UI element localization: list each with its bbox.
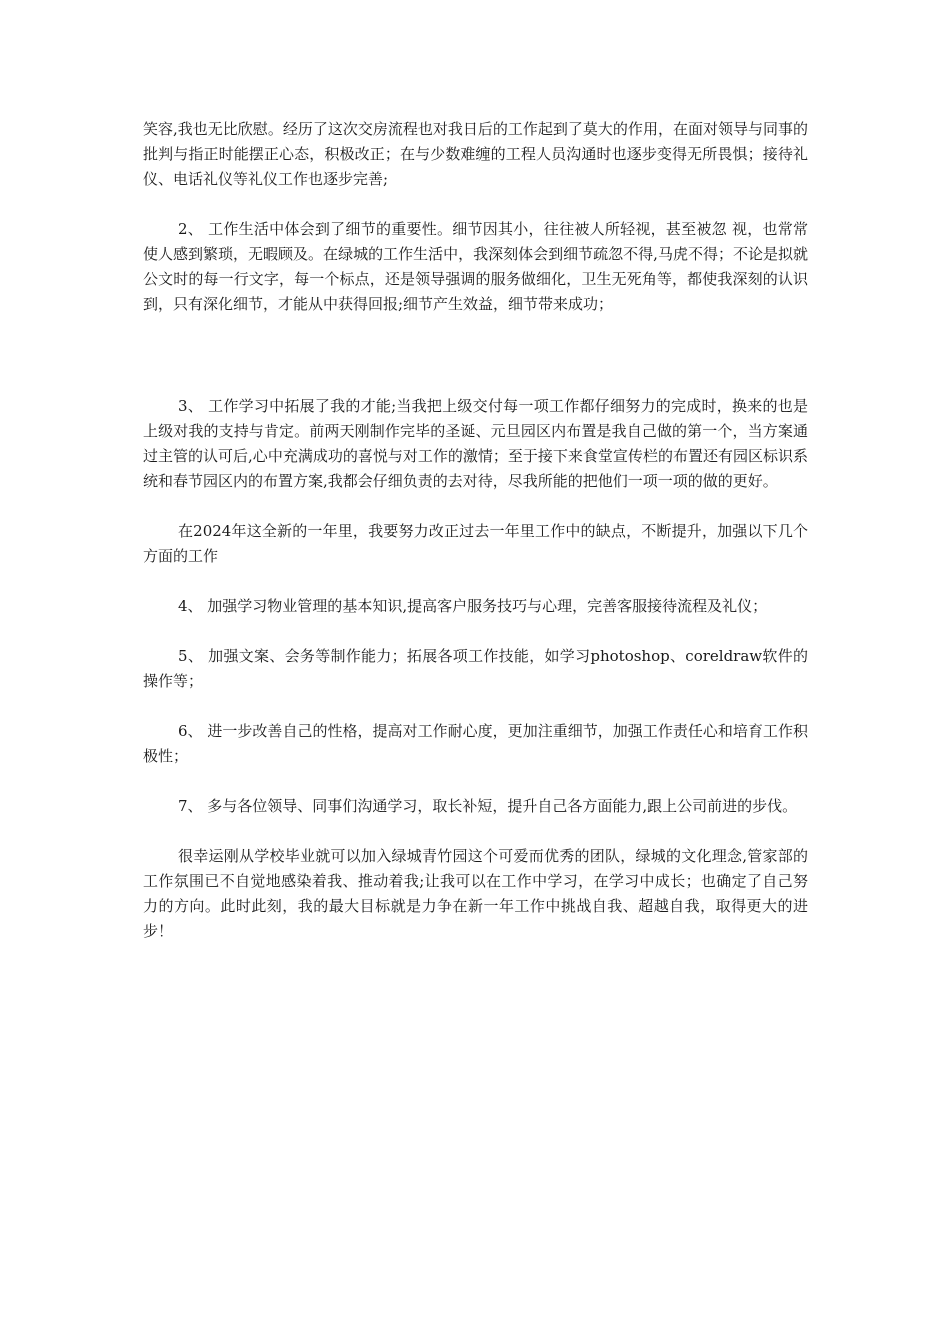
paragraph-item-5: 5、 加强文案、会务等制作能力；拓展各项工作技能，如学习photoshop、coreldraw软件的操作等；: [143, 647, 808, 690]
paragraph-gap: [143, 619, 808, 644]
paragraph-new-year-intro: 在2024年这全新的一年里，我要努力改正过去一年里工作中的缺点，不断提升，加强以下几个方面的工作: [143, 522, 808, 565]
paragraph-gap: [143, 694, 808, 719]
paragraph-gap: [143, 569, 808, 594]
paragraph-gap: [143, 769, 808, 794]
paragraph-conclusion: 很幸运刚从学校毕业就可以加入绿城青竹园这个可爱而优秀的团队，绿城的文化理念,管家部的工作氛围已不自觉地感染着我、推动着我;让我可以在工作中学习，在学习中成长；也确定了自己努力的方向。此时此刻，我的最大目标就是力争在新一年工作中挑战自我、超越自我，取得更大的进步！: [143, 847, 808, 940]
paragraph-gap: [143, 819, 808, 844]
paragraph-item-4: 4、 加强学习物业管理的基本知识,提高客户服务技巧与心理，完善客服接待流程及礼仪；: [178, 597, 768, 615]
paragraph-item-3: 3、 工作学习中拓展了我的才能;当我把上级交付每一项工作都仔细努力的完成时，换来的也是上级对我的支持与肯定。前两天刚制作完毕的圣诞、元旦园区内布置是我自己做的第一个，当方案通过主管的认可后,心中充满成功的喜悦与对工作的激情；至于接下来食堂宣传栏的布置还有园区标识系统和春节园区内的布置方案,我都会仔细负责的去对待，尽我所能的把他们一项一项的做的更好。: [143, 397, 808, 490]
document-body: [143, 117, 808, 944]
paragraph-item-6: 6、 进一步改善自己的性格，提高对工作耐心度，更加注重细节，加强工作责任心和培育工作积极性；: [143, 722, 808, 765]
paragraph-continuation: 笑容,我也无比欣慰。经历了这次交房流程也对我日后的工作起到了莫大的作用，在面对领导与同事的批判与指正时能摆正心态，积极改正；在与少数难缠的工程人员沟通时也逐步变得无所畏惧；接待礼仪、电话礼仪等礼仪工作也逐步完善;: [143, 120, 808, 188]
paragraph-gap: [143, 494, 808, 519]
paragraph-item-2: 2、 工作生活中体会到了细节的重要性。细节因其小，往往被人所轻视，甚至被忽 视，也常常使人感到繁琐，无暇顾及。在绿城的工作生活中，我深刻体会到细节疏忽不得,马虎不得；不论是拟就公文时的每一行文字，每一个标点，还是领导强调的服务做细化，卫生无死角等，都使我深刻的认识到，只有深化细节，才能从中获得回报;细节产生效益，细节带来成功；: [143, 220, 808, 313]
paragraph-gap: [143, 317, 808, 394]
paragraph-gap: [143, 192, 808, 217]
paragraph-item-7: 7、 多与各位领导、同事们沟通学习，取长补短，提升自己各方面能力,跟上公司前进的步伐。: [178, 797, 798, 815]
